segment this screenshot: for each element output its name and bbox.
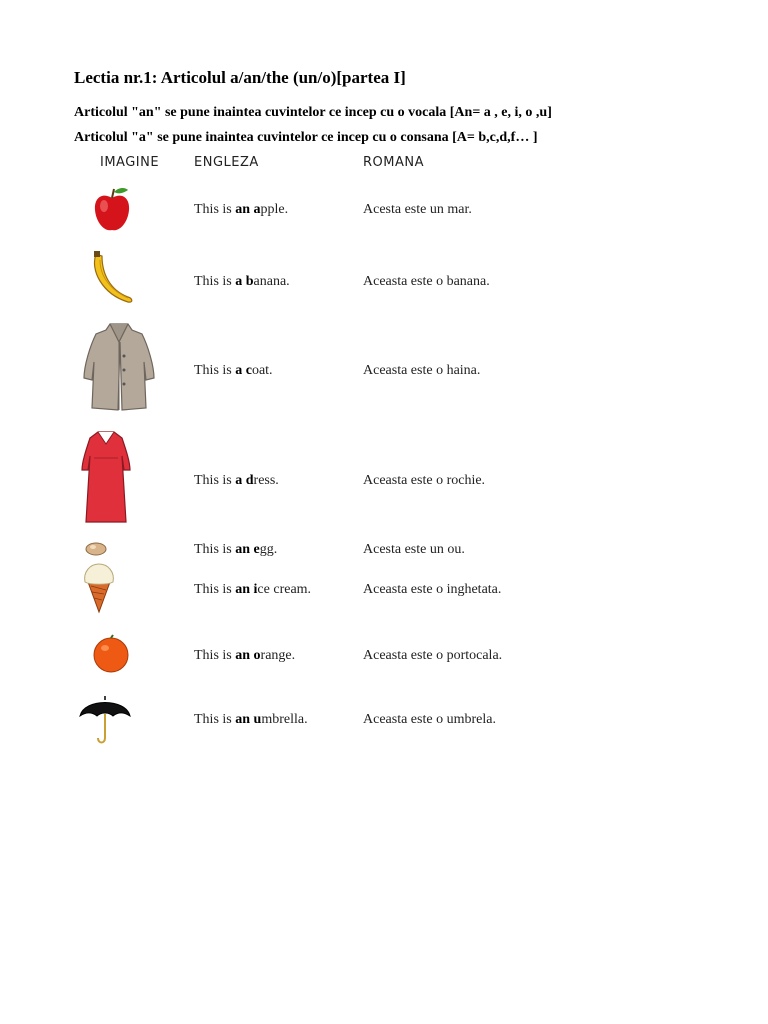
header-image: IMAGINE (100, 155, 160, 170)
row-english: This is a banana. (194, 274, 290, 289)
row-romanian: Aceasta este o banana. (363, 274, 490, 289)
ice-cream-icon (82, 562, 116, 614)
orange-icon (92, 634, 130, 674)
row-romanian: Acesta este un mar. (363, 202, 472, 217)
row-romanian: Acesta este un ou. (363, 542, 465, 557)
header-english: ENGLEZA (194, 155, 259, 170)
row-english: This is a dress. (194, 473, 279, 488)
umbrella-icon (78, 692, 132, 748)
apple-icon (92, 186, 132, 236)
row-english: This is an apple. (194, 202, 289, 217)
row-english: This is an egg. (194, 542, 278, 557)
dress-icon (80, 428, 132, 526)
row-romanian: Aceasta este o portocala. (363, 648, 503, 663)
rule-an: Articolul "an" se pune inaintea cuvintelor ce incep cu o vocala [An= a , e, i, o ,u] (74, 105, 552, 120)
header-romanian: ROMANA (363, 155, 424, 170)
banana-icon (88, 250, 138, 305)
rule-a: Articolul "a" se pune inaintea cuvintelor ce incep cu o consana [A= b,c,d,f… ] (74, 130, 538, 145)
egg-icon (84, 542, 108, 556)
coat-icon (82, 322, 156, 412)
row-romanian: Aceasta este o umbrela. (363, 712, 496, 727)
row-romanian: Aceasta este o inghetata. (363, 582, 502, 597)
row-romanian: Aceasta este o rochie. (363, 473, 486, 488)
page-title: Lectia nr.1: Articolul a/an/the (un/o)[partea I] (74, 68, 406, 87)
row-english: This is an ice cream. (194, 582, 312, 597)
row-english: This is a coat. (194, 363, 273, 378)
row-english: This is an umbrella. (194, 712, 308, 727)
row-romanian: Aceasta este o haina. (363, 363, 481, 378)
row-english: This is an orange. (194, 648, 296, 663)
